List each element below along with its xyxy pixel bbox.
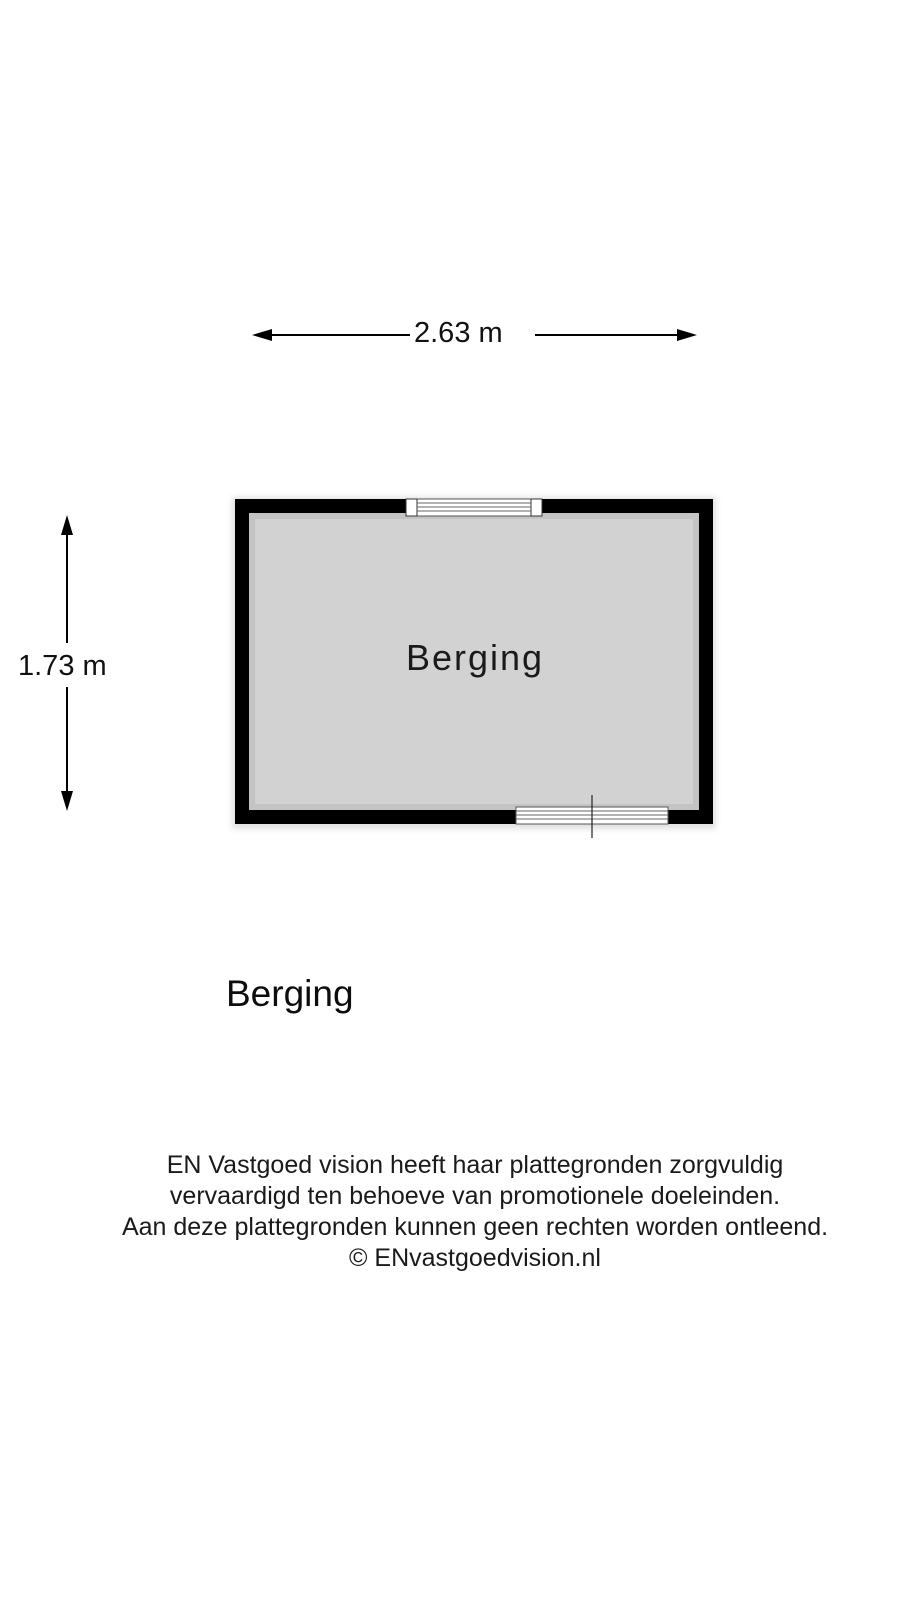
width-dimension-label: 2.63 m xyxy=(410,316,507,350)
copyright-line: © ENvastgoedvision.nl xyxy=(349,1244,601,1272)
room-name-label: Berging xyxy=(405,637,545,678)
height-dimension-label: 1.73 m xyxy=(18,645,107,687)
disclaimer-line: Aan deze plattegronden kunnen geen rechten worden ontleend. xyxy=(121,1213,829,1241)
floor-title: Berging xyxy=(226,973,354,1014)
disclaimer-text xyxy=(0,1150,900,1274)
disclaimer-line: vervaardigd ten behoeve van promotionele doeleinden. xyxy=(169,1182,781,1210)
disclaimer-line: EN Vastgoed vision heeft haar plattegronden zorgvuldig xyxy=(166,1151,784,1179)
top-window xyxy=(406,499,542,516)
